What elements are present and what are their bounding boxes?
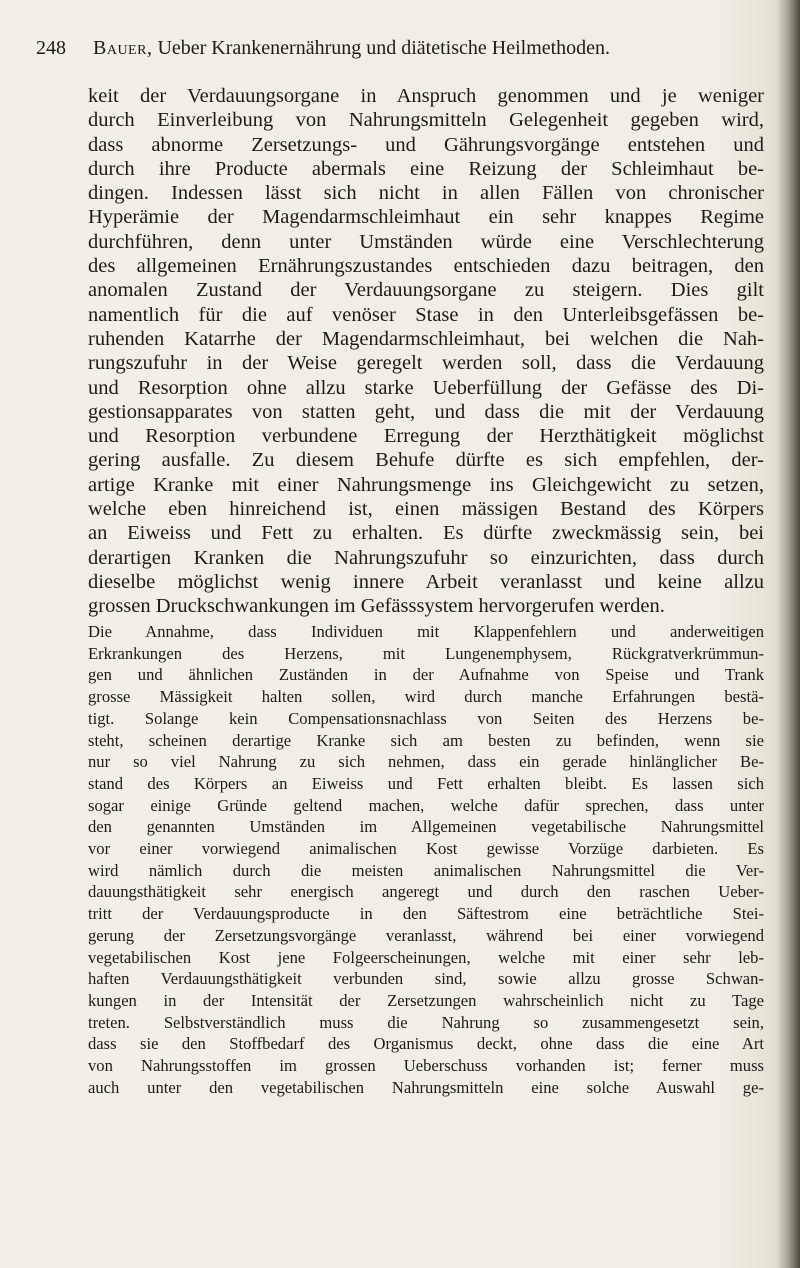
running-header-title: Ueber Krankenernährung und diätetische Heilmethoden.: [157, 37, 611, 59]
small-text-line: von Nahrungsstoffen im grossen Ueberschuss vorhanden ist; ferner muss: [88, 1056, 764, 1076]
small-text-line: den genannten Umständen im Allgemeinen vegetabilische Nahrungsmittel: [88, 817, 764, 837]
small-print-paragraph: [88, 621, 764, 1098]
text-line: durch ihre Producte abermals eine Reizung der Schleimhaut be-: [88, 157, 764, 180]
running-header: [36, 36, 756, 60]
small-text-line: dass sie den Stoffbedarf des Organismus deckt, ohne dass die eine Art: [88, 1034, 764, 1054]
text-line: dass abnorme Zersetzungs- und Gährungsvorgänge entstehen und: [88, 133, 764, 156]
small-text-line: vegetabilischen Kost jene Folgeerscheinungen, welche mit einer sehr leb-: [88, 947, 764, 967]
text-line: und Resorption verbundene Erregung der Herzthätigkeit möglichst: [88, 425, 764, 448]
small-text-line: dauungsthätigkeit sehr energisch angeregt und durch den raschen Ueber-: [88, 882, 764, 902]
text-line: durchführen, denn unter Umständen würde eine Verschlechterung: [88, 230, 764, 253]
text-line: gestionsapparates von statten geht, und dass die mit der Verdauung: [88, 400, 764, 423]
small-text-line: tigt. Solange kein Compensationsnachlass von Seiten des Herzens be-: [88, 708, 764, 728]
text-line: grossen Druckschwankungen im Gefässsystem hervorgerufen werden.: [88, 595, 665, 618]
small-text-line: gen und ähnlichen Zuständen in der Aufnahme von Speise und Trank: [88, 665, 764, 685]
small-text-line: haften Verdauungsthätigkeit verbunden sind, sowie allzu grosse Schwan-: [88, 969, 764, 989]
text-line: dieselbe möglichst wenig innere Arbeit veranlasst und keine allzu: [88, 570, 764, 593]
small-text-line: sogar einige Gründe geltend machen, welche dafür sprechen, dass unter: [88, 795, 764, 815]
small-text-line: steht, scheinen derartige Kranke sich am besten zu befinden, wenn sie: [88, 730, 764, 750]
small-text-line: gerung der Zersetzungsvorgänge veranlasst, während bei einer vorwiegend: [88, 925, 764, 945]
small-text-line: grosse Mässigkeit halten sollen, wird durch manche Erfahrungen bestä-: [88, 687, 764, 707]
small-text-line: Die Annahme, dass Individuen mit Klappenfehlern und anderweitigen: [88, 622, 764, 641]
text-line: anomalen Zustand der Verdauungsorgane zu steigern. Dies gilt: [88, 279, 764, 302]
text-line: durch Einverleibung von Nahrungsmitteln Gelegenheit gegeben wird,: [88, 109, 764, 132]
text-line: gering ausfalle. Zu diesem Behufe dürfte es sich empfehlen, der-: [88, 449, 764, 472]
text-line: des allgemeinen Ernährungszustandes entschieden dazu beitragen, den: [88, 255, 764, 278]
text-line: artige Kranke mit einer Nahrungsmenge ins Gleichgewicht zu setzen,: [88, 473, 764, 496]
text-line: keit der Verdauungsorgane in Anspruch genommen und je weniger: [88, 85, 764, 107]
main-paragraph: [88, 84, 764, 619]
page-number: 248: [36, 37, 66, 59]
text-line: derartigen Kranken die Nahrungszufuhr so einzurichten, dass durch: [88, 546, 764, 569]
text-line: namentlich für die auf venöser Stase in den Unterleibsgefässen be-: [88, 303, 764, 326]
small-text-line: auch unter den vegetabilischen Nahrungsmitteln eine solche Auswahl ge-: [88, 1077, 764, 1097]
small-text-line: wird nämlich durch die meisten animalischen Nahrungsmittel die Ver-: [88, 860, 764, 880]
small-text-line: kungen in der Intensität der Zersetzungen wahrscheinlich nicht zu Tage: [88, 990, 764, 1010]
small-text-line: stand des Körpers an Eiweiss und Fett erhalten bleibt. Es lassen sich: [88, 773, 764, 793]
book-edge-shadow: [778, 0, 800, 1268]
text-line: an Eiweiss und Fett zu erhalten. Es dürfte zweckmässig sein, bei: [88, 522, 764, 545]
text-line: Hyperämie der Magendarmschleimhaut ein sehr knappes Regime: [88, 206, 764, 229]
text-line: welche eben hinreichend ist, einen mässigen Bestand des Körpers: [88, 498, 764, 521]
small-text-line: tritt der Verdauungsproducte in den Säftestrom eine beträchtliche Stei-: [88, 904, 764, 924]
small-text-line: treten. Selbstverständlich muss die Nahrung so zusammengesetzt sein,: [88, 1012, 764, 1032]
text-line: und Resorption ohne allzu starke Ueberfüllung der Gefässe des Di-: [88, 376, 764, 399]
small-text-line: Erkrankungen des Herzens, mit Lungenemphysem, Rückgratverkrümmun-: [88, 643, 764, 663]
small-text-line: nur so viel Nahrung zu sich nehmen, dass ein gerade hinlänglicher Be-: [88, 752, 764, 772]
text-line: dingen. Indessen lässt sich nicht in allen Fällen von chronischer: [88, 182, 764, 205]
running-header-author: Bauer,: [93, 37, 153, 59]
small-text-line: vor einer vorwiegend animalischen Kost gewisse Vorzüge darbieten. Es: [88, 839, 764, 859]
text-line: ruhenden Katarrhe der Magendarmschleimhaut, bei welchen die Nah-: [88, 327, 764, 350]
text-line: rungszufuhr in der Weise geregelt werden soll, dass die Verdauung: [88, 352, 764, 375]
